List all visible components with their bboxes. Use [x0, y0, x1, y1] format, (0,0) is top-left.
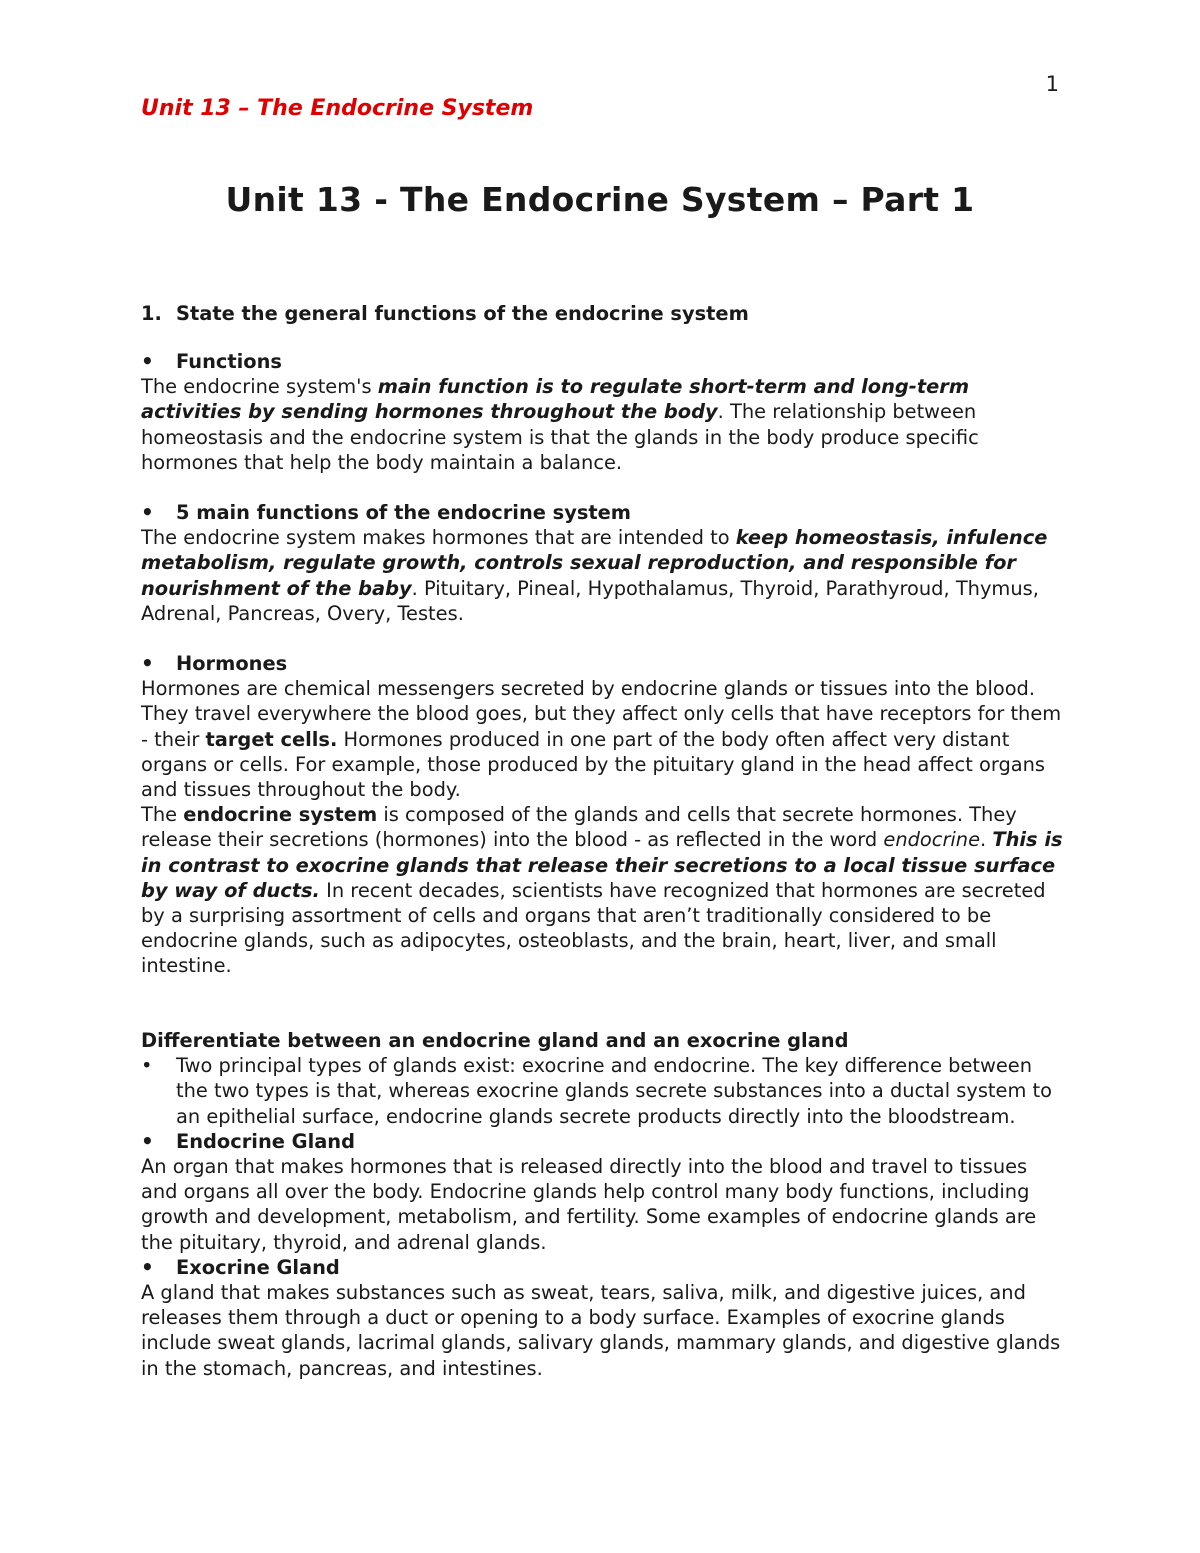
text-run: Hormones produced in one part of the body often affect very distant organs or cells. For example, those produced by the pituitary gland in the head affect organs and tissues throughout the body. — [141, 727, 1046, 802]
text-run: In recent decades, scientists have recognized that hormones are secreted by a surprising assortment of cells and organs that aren’t traditionally considered to be endocrine glands, such as adipocytes, osteoblasts, and the brain, heart, liver, and small intestine. — [141, 878, 1046, 978]
hormones-heading: • Hormones — [141, 651, 1066, 676]
five-functions-section — [141, 500, 1066, 626]
differentiate-heading: Differentiate between an endocrine gland and an exocrine gland — [141, 1029, 849, 1052]
page-number: 1 — [1045, 72, 1059, 96]
text-run: . — [980, 828, 993, 852]
italic-run: endocrine — [883, 828, 981, 852]
functions-heading: • Functions — [141, 349, 1066, 374]
endocrine-gland-heading: • Endocrine Gland — [141, 1129, 1066, 1154]
text-run: The endocrine system makes hormones that are intended to — [141, 526, 736, 550]
emphasis-run: keep homeostasis, infulence metabolism, regulate growth, controls sexual reproduction, and responsible for nourishment of the baby — [141, 526, 1048, 600]
document-title: Unit 13 - The Endocrine System – Part 1 — [225, 180, 975, 219]
endocrine-gland-paragraph: An organ that makes hormones that is released directly into the blood and travel to tissues and organs all over the body. Endocrine glands help control many body functions, including growth and development, metabolism, and fertility. Some examples of endocrine glands are the pituitary, thyroid, and adrenal glands. — [141, 1155, 1037, 1254]
emphasis-run: This is in contrast to exocrine glands that release their secretions to a local tissue surface by way of ducts. — [141, 828, 1063, 902]
functions-section — [141, 349, 1066, 475]
hormones-paragraph-1 — [141, 676, 1066, 802]
five-functions-paragraph — [141, 525, 1066, 626]
exocrine-gland-paragraph: A gland that makes substances such as sweat, tears, saliva, milk, and digestive juices, and releases them through a duct or opening to a body surface. Examples of exocrine glands include sweat glands, lacrimal glands, salivary glands, mammary glands, and digestive glands in the stomach, pancreas, and intestines. — [141, 1281, 1061, 1380]
text-run: Hormones are chemical messengers secreted by endocrine glands or tissues into the blood. They travel everywhere the blood goes, but they affect only cells that have receptors for them - their — [141, 677, 1062, 751]
question-text: State the general functions of the endocrine system — [176, 302, 749, 325]
bold-run: target cells. — [205, 727, 338, 751]
question-1 — [141, 301, 1066, 326]
hormones-section — [141, 651, 1066, 979]
text-run: The — [141, 803, 184, 827]
differentiate-section — [141, 1028, 1066, 1381]
text-run: . The relationship between homeostasis and the endocrine system is that the glands in the body produce specific hormones that help the body maintain a balance. — [141, 400, 979, 474]
bold-run: endocrine system — [183, 803, 378, 827]
text-run: The endocrine system's — [141, 375, 378, 399]
functions-paragraph — [141, 374, 1066, 475]
question-number: 1. — [141, 302, 162, 325]
hormones-paragraph-2 — [141, 802, 1066, 978]
exocrine-gland-heading: • Exocrine Gland — [141, 1255, 1066, 1280]
five-functions-heading: • 5 main functions of the endocrine system — [141, 500, 1066, 525]
text-run: is composed of the glands and cells that secrete hormones. They release their secretions (hormones) into the blood - as reflected in the word — [141, 803, 1017, 852]
glands-types-item: • Two principal types of glands exist: exocrine and endocrine. The key difference between the two types is that, whereas exocrine glands secrete substances into a ductal system to an epithelial surface, endocrine glands secrete products directly into the bloodstream. — [141, 1053, 1066, 1129]
running-header: Unit 13 – The Endocrine System — [141, 96, 534, 121]
text-run: . Pituitary, Pineal, Hypothalamus, Thyroid, Parathyroud, Thymus, Adrenal, Pancreas, Overy, Testes. — [141, 576, 1039, 625]
emphasis-run: main function is to regulate short-term and long-term activities by sending hormones throughout the body — [141, 375, 970, 424]
